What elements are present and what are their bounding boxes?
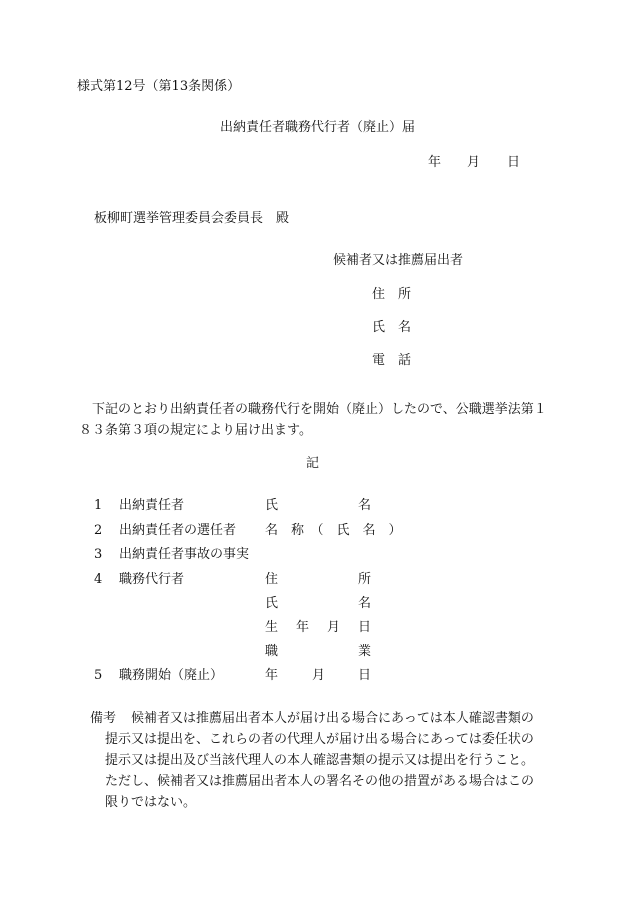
field-label-sho: 所 — [358, 572, 372, 587]
item-label: 出納責任者事故の事実 — [119, 547, 250, 562]
date-month: 月 — [467, 155, 481, 170]
field-label-shi: 氏 — [265, 498, 279, 513]
applicant-heading: 候補者又は推薦届出者 — [333, 253, 464, 268]
field-label-mei: 名 — [358, 596, 372, 611]
field-label-nichi: 日 — [358, 620, 372, 635]
field-label-gyo: 業 — [358, 644, 372, 659]
field-label-gatsu: 月 — [312, 668, 326, 683]
applicant-phone-label: 電 話 — [372, 353, 412, 368]
field-label-nen: 年 — [296, 620, 310, 635]
item-number: 4 — [94, 572, 103, 587]
item-number: 1 — [94, 498, 103, 513]
item-label: 職務代行者 — [119, 572, 185, 587]
field-label-nichi: 日 — [358, 668, 372, 683]
date-day: 日 — [507, 155, 521, 170]
remarks-line-1: 候補者又は推薦届出者本人が届け出る場合にあっては本人確認書類の — [131, 711, 534, 726]
table-row — [0, 499, 630, 519]
form-title: 出納責任者職務代行者（廃止）届 — [220, 120, 416, 135]
item-label: 出納責任者 — [119, 498, 185, 513]
field-label-mei: 名 — [358, 498, 372, 513]
body-line-1: 下記のとおり出納責任者の職務代行を開始（廃止）したので、公職選挙法第１ — [92, 402, 547, 417]
applicant-address-label: 住 所 — [372, 287, 412, 302]
table-row — [0, 524, 630, 544]
form-number: 様式第12号（第13条関係） — [77, 79, 241, 94]
field-label-nen: 年 — [265, 668, 279, 683]
item-label: 職務開始（廃止） — [119, 668, 224, 683]
item-number: 3 — [94, 547, 103, 562]
item-number: 2 — [94, 523, 103, 538]
field-label-meisho-shimei: 名 称 （ 氏 名 ） — [265, 523, 402, 538]
table-row — [0, 597, 630, 617]
table-row — [0, 669, 630, 689]
remarks-line-2: 提示又は提出を、これらの者の代理人が届け出る場合にあっては委任状の — [105, 732, 534, 747]
remarks-line-4: ただし、候補者又は推薦届出者本人の署名その他の措置がある場合はこの — [105, 774, 535, 789]
remarks-line-5: 限りではない。 — [105, 795, 197, 810]
item-number: 5 — [94, 668, 103, 683]
table-row — [0, 645, 630, 665]
addressee: 板柳町選挙管理委員会委員長 殿 — [94, 211, 290, 226]
field-label-gatsu: 月 — [327, 620, 341, 635]
field-label-shoku: 職 — [265, 644, 279, 659]
table-row — [0, 573, 630, 593]
body-line-2: ８３条第３項の規定により届け出ます。 — [79, 423, 312, 438]
ki-heading: 記 — [306, 456, 320, 471]
table-row — [0, 548, 630, 568]
remarks-line-3: 提示又は提出及び当該代理人の本人確認書類の提示又は提出を行うこと。 — [105, 753, 535, 768]
item-label: 出納責任者の選任者 — [119, 523, 237, 538]
applicant-name-label: 氏 名 — [372, 320, 412, 335]
table-row — [0, 621, 630, 641]
field-label-sei: 生 — [265, 620, 279, 635]
date-year: 年 — [428, 155, 442, 170]
field-label-shi: 氏 — [265, 596, 279, 611]
field-label-ju: 住 — [265, 572, 279, 587]
remarks-label: 備考 — [90, 711, 117, 726]
